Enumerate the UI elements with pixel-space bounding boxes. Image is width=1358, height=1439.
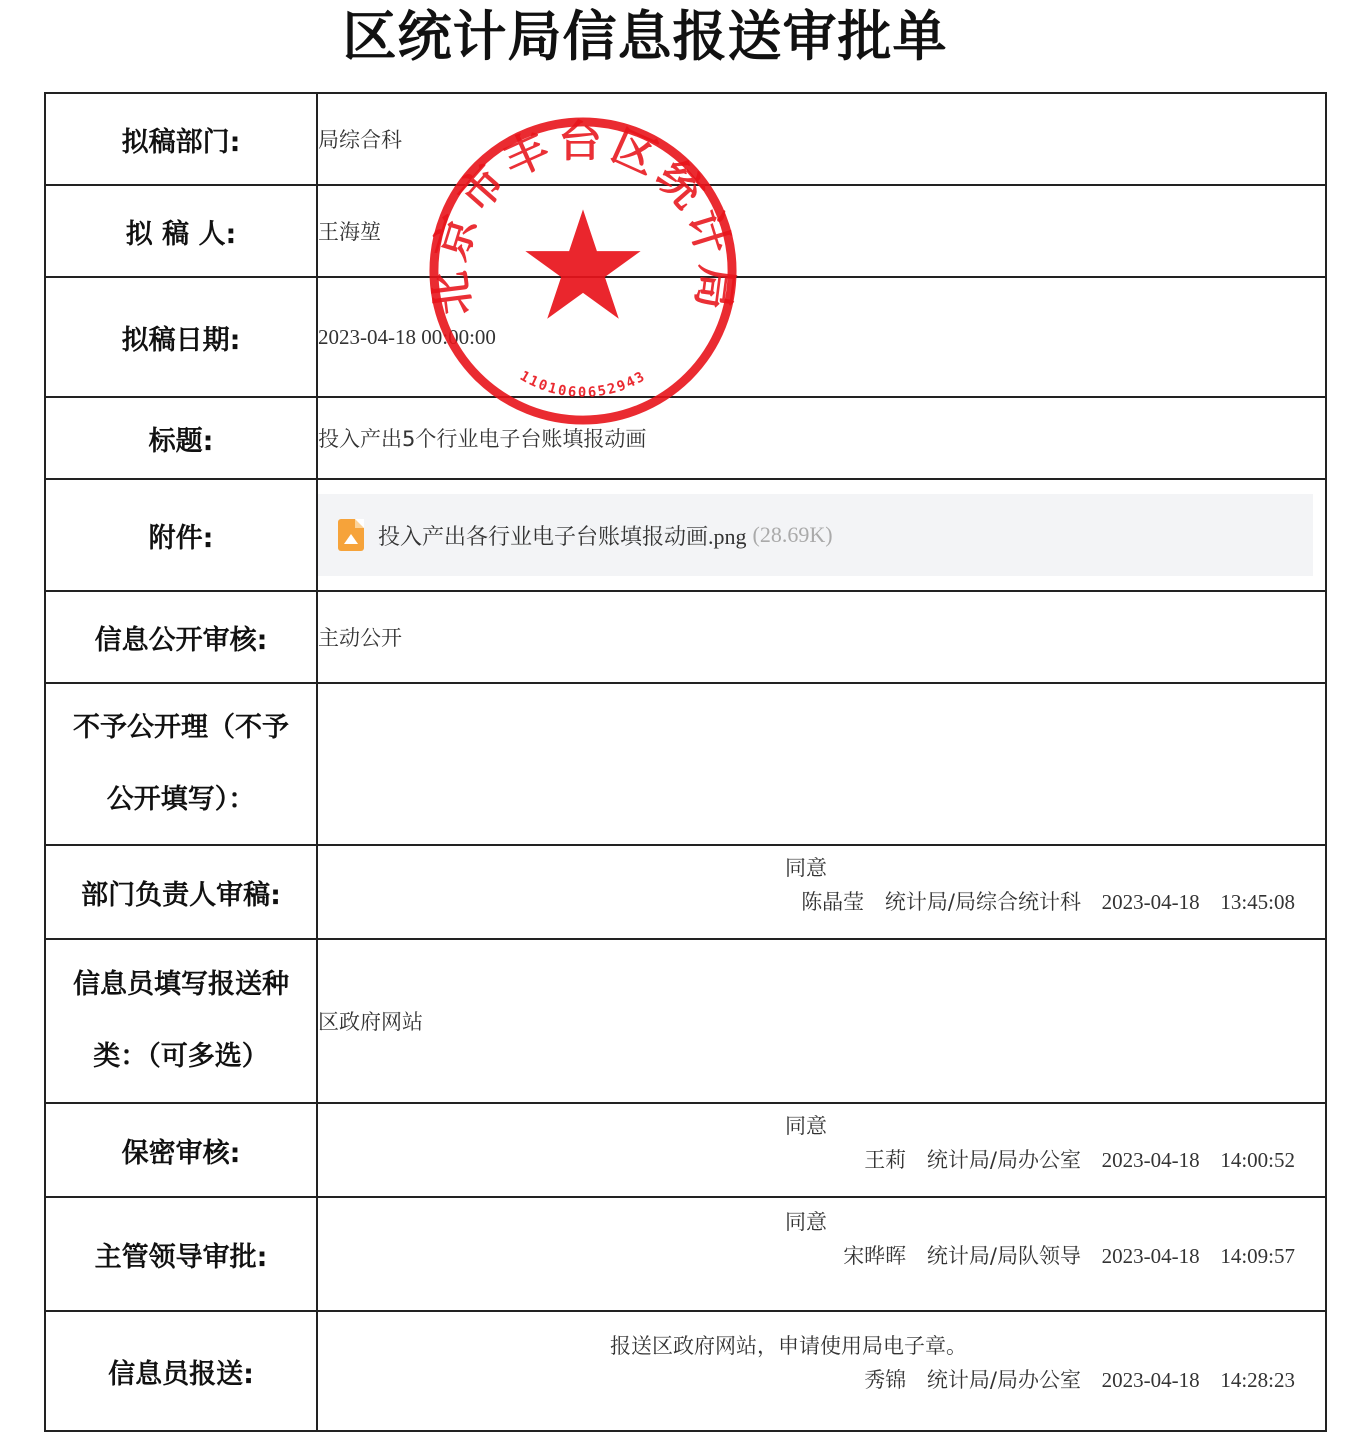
label-attachment: 附件:: [45, 479, 317, 591]
reporter-approval: [317, 1311, 1326, 1431]
dept-head-org: 统计局/局综合统计科: [884, 890, 1081, 914]
attachment-item[interactable]: [318, 494, 1313, 576]
reporter-time: 14:28:23: [1220, 1368, 1295, 1392]
label-disclosure-review: 信息公开审核:: [45, 591, 317, 683]
dept-head-name: 陈晶莹: [801, 890, 865, 914]
value-report-type: 区政府网站: [317, 939, 1326, 1103]
value-draft-date: 2023-04-18 00:00:00: [317, 277, 1326, 397]
reporter-org: 统计局/局办公室: [926, 1368, 1081, 1392]
label-nondisclosure-reason: [45, 683, 317, 845]
image-file-icon: [338, 519, 364, 551]
label-subject: 标题:: [45, 397, 317, 479]
row-drafting-dept: [45, 93, 1326, 185]
label-reporter-submit: 信息员报送:: [45, 1311, 317, 1431]
dept-head-time: 13:45:08: [1220, 890, 1295, 914]
label-nondisclosure-line2: 公开填写）：: [106, 784, 256, 815]
approval-form-table: [44, 92, 1327, 1432]
label-leader-approval: 主管领导审批:: [45, 1197, 317, 1311]
label-report-type-line2: 类：（可多选）: [93, 1041, 269, 1072]
dept-head-approval: [317, 845, 1326, 939]
reporter-opinion: 报送区政府网站，申请使用局电子章。: [610, 1334, 967, 1358]
row-attachment: [45, 479, 1326, 591]
row-reporter-submit: [45, 1311, 1326, 1431]
value-subject: 投入产出5个行业电子台账填报动画: [317, 397, 1326, 479]
reporter-signature: [864, 1364, 1295, 1394]
secrecy-org: 统计局/局办公室: [926, 1148, 1081, 1172]
row-dept-head-review: [45, 845, 1326, 939]
secrecy-opinion: 同意: [785, 1114, 827, 1138]
label-nondisclosure-line1: 不予公开理（不予: [73, 712, 289, 743]
dept-head-date: 2023-04-18: [1101, 890, 1200, 914]
secrecy-approval: [317, 1103, 1326, 1197]
row-report-type: [45, 939, 1326, 1103]
leader-org: 统计局/局队领导: [926, 1244, 1081, 1268]
value-disclosure-review: 主动公开: [317, 591, 1326, 683]
value-drafter: 王海堃: [317, 185, 1326, 277]
dept-head-signature: [801, 886, 1295, 916]
leader-opinion: 同意: [785, 1210, 827, 1234]
reporter-name: 秀锦: [864, 1368, 907, 1392]
label-secrecy-review: 保密审核:: [45, 1103, 317, 1197]
leader-approval: [317, 1197, 1326, 1311]
row-drafter: [45, 185, 1326, 277]
seal-text: 北京市丰台区统计局: [424, 116, 742, 319]
row-subject: [45, 397, 1326, 479]
row-draft-date: [45, 277, 1326, 397]
leader-name: 宋晔晖: [843, 1244, 907, 1268]
value-drafting-dept: 局综合科: [317, 93, 1326, 185]
reporter-date: 2023-04-18: [1101, 1368, 1200, 1392]
attachment-cell: [317, 479, 1326, 591]
row-nondisclosure-reason: [45, 683, 1326, 845]
leader-signature: [843, 1240, 1295, 1270]
dept-head-opinion: 同意: [785, 856, 827, 880]
label-report-type: [45, 939, 317, 1103]
form-title: 区统计局信息报送审批单: [342, 4, 948, 68]
label-dept-head-review: 部门负责人审稿:: [45, 845, 317, 939]
leader-date: 2023-04-18: [1101, 1244, 1200, 1268]
secrecy-signature: [864, 1144, 1295, 1174]
label-drafter: 拟 稿 人:: [45, 185, 317, 277]
label-draft-date: 拟稿日期:: [45, 277, 317, 397]
seal-code: 1101060652943: [516, 368, 650, 401]
secrecy-date: 2023-04-18: [1101, 1148, 1200, 1172]
leader-time: 14:09:57: [1220, 1244, 1295, 1268]
secrecy-time: 14:00:52: [1220, 1148, 1295, 1172]
value-nondisclosure-reason: [317, 683, 1326, 845]
label-drafting-dept: 拟稿部门:: [45, 93, 317, 185]
attachment-file-size: (28.69K): [752, 522, 833, 547]
row-secrecy-review: [45, 1103, 1326, 1197]
attachment-file-link[interactable]: 投入产出各行业电子台账填报动画.png: [378, 523, 747, 549]
secrecy-name: 王莉: [864, 1148, 907, 1172]
label-report-type-line1: 信息员填写报送种: [73, 969, 289, 1000]
row-leader-approval: [45, 1197, 1326, 1311]
row-disclosure-review: [45, 591, 1326, 683]
